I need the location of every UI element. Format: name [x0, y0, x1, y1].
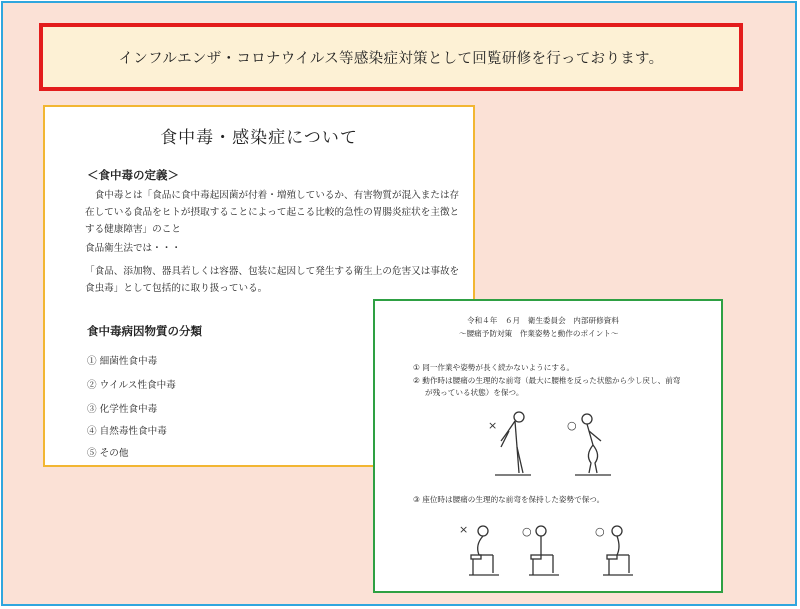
- doc2-header-line1: 令和４年 ６月 衛生委員会 内部研修資料: [467, 316, 619, 325]
- doc2-header-line2: ～腰痛予防対策 作業姿勢と動作のポイント～: [459, 329, 619, 338]
- sitting-bad-figure: [467, 523, 501, 579]
- law-intro: 食品衛生法では・・・: [85, 243, 181, 254]
- back-pain-document: [373, 299, 723, 593]
- doc2-point3: ③ 座位時は腰痛の生理的な前弯を保持した姿勢で保つ。: [413, 495, 605, 504]
- classification-heading: 食中毒病因物質の分類: [87, 324, 202, 338]
- notice-banner-text: インフルエンザ・コロナウイルス等感染症対策として回覧研修を行っております。: [118, 50, 664, 67]
- definition-text: 食中毒とは「食品に食中毒起因菌が付着・増殖しているか、有害物質が混入または存在している食品をヒトが摂取することによって起こる比較的急性の胃腸炎症状を主徴とする健康障害」のこと: [85, 190, 460, 235]
- classification-item: ③ 化学性食中毒: [87, 404, 158, 415]
- page-frame: [1, 1, 797, 606]
- bending-good-figure: [573, 407, 613, 479]
- classification-item: ④ 自然毒性食中毒: [87, 426, 167, 437]
- classification-item: ⑤ その他: [87, 448, 129, 459]
- good-mark: ○: [522, 525, 532, 538]
- bad-mark: ×: [459, 523, 469, 536]
- notice-banner: [39, 23, 743, 91]
- doc2-point1: ① 同一作業や姿勢が長く続かないようにする。: [413, 363, 575, 372]
- bending-bad-figure: [493, 407, 533, 479]
- document-title: 食中毒・感染症について: [160, 128, 358, 148]
- sitting-good-figure-1: [527, 523, 561, 579]
- definition-heading: ＜食中毒の定義＞: [87, 168, 179, 182]
- law-text: 「食品、添加物、器具若しくは容器、包装に起因して発生する衛生上の危害又は事故を食虫毒」として包括的に取り扱っている。: [85, 266, 460, 294]
- doc2-point2-line2: が残っている状態）を保つ。: [425, 388, 524, 397]
- good-mark: ○: [595, 525, 605, 538]
- doc2-point2-line1: ② 動作時は腰痛の生理的な前弯（最大に腰椎を反った状態から少し戻し、前弯: [413, 376, 681, 385]
- good-mark: ○: [567, 419, 577, 432]
- classification-item: ① 細菌性食中毒: [87, 356, 158, 367]
- classification-item: ② ウイルス性食中毒: [87, 380, 176, 391]
- bad-mark: ×: [488, 419, 498, 432]
- sitting-good-figure-2: [601, 523, 635, 579]
